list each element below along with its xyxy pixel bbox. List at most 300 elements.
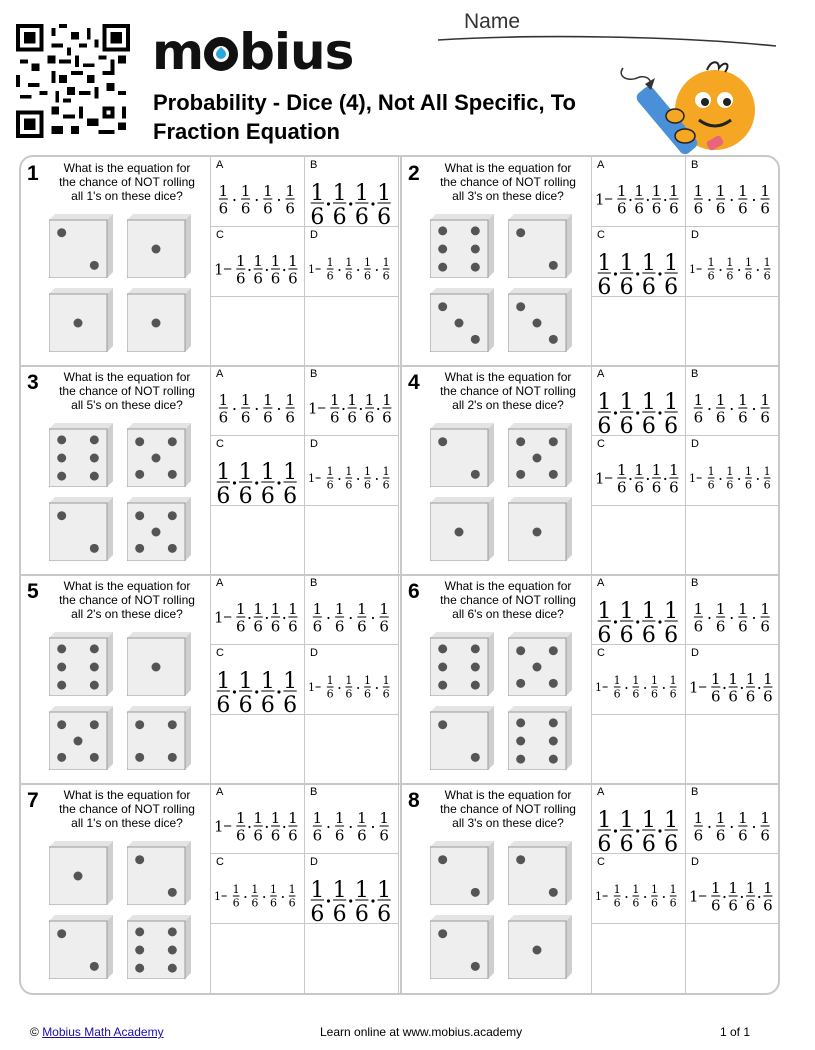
svg-text:6: 6 [357,617,367,636]
svg-text:6: 6 [619,622,634,645]
svg-text:6: 6 [634,478,644,497]
empty-cell [686,924,780,993]
svg-text:6: 6 [357,826,367,845]
answer-option-d[interactable] [686,227,780,297]
svg-text:1: 1 [595,190,605,209]
svg-text:1: 1 [689,678,699,697]
svg-text:1: 1 [283,460,298,485]
option-letter: C [597,647,605,659]
fraction-equation [211,366,305,436]
option-letter: D [691,647,699,659]
svg-text:1: 1 [253,600,263,618]
svg-text:6: 6 [693,826,704,845]
svg-text:1: 1 [669,883,677,896]
answer-option-b[interactable] [305,575,399,645]
svg-text:6: 6 [744,478,752,492]
answer-option-b[interactable] [686,784,780,854]
option-letter: B [691,368,699,380]
svg-text:1: 1 [332,181,347,206]
svg-text:6: 6 [760,199,770,218]
answer-option-c[interactable] [592,645,686,715]
mobius-logo: m bius [152,23,354,81]
svg-text:6: 6 [326,687,334,701]
svg-text:6: 6 [364,408,375,427]
svg-text:6: 6 [285,408,295,427]
svg-text:6: 6 [760,408,770,427]
die-icon [127,288,191,352]
svg-text:1: 1 [726,256,734,269]
option-letter: B [310,577,318,589]
question-panel [402,784,592,993]
svg-text:6: 6 [664,274,679,297]
empty-answer-row [211,506,400,575]
answer-option-b[interactable] [305,784,399,854]
svg-text:1: 1 [760,809,770,827]
svg-text:6: 6 [312,617,323,636]
svg-text:6: 6 [632,896,640,910]
svg-text:1: 1 [357,809,367,827]
fraction-equation [211,575,305,645]
svg-text:1: 1 [651,182,662,200]
option-letter: B [310,159,318,171]
option-letter: A [597,159,605,171]
answer-option-b[interactable] [686,366,780,436]
fraction-equation [592,436,686,506]
svg-text:1: 1 [763,465,771,478]
svg-text:1: 1 [744,465,752,478]
svg-text:1: 1 [632,883,640,896]
answer-option-a[interactable] [211,784,305,854]
option-letter: C [216,856,224,868]
svg-text:1: 1 [334,600,345,618]
problem-1 [21,157,400,366]
question-text: What is the equation for the chance of NOT rolling all 3's on these dice? [440,161,576,203]
svg-text:1: 1 [634,182,644,200]
answer-option-c[interactable] [211,227,305,297]
empty-answer-row [592,924,780,993]
svg-text:1: 1 [726,465,734,478]
svg-text:6: 6 [634,199,644,218]
die-icon [508,632,572,696]
empty-answer-row [592,715,780,784]
svg-text:1: 1 [715,809,726,827]
die-icon [508,497,572,561]
answer-option-d[interactable] [305,227,399,297]
svg-text:1: 1 [269,883,277,896]
answer-option-d[interactable] [305,436,399,506]
copyright-symbol: © [30,1025,39,1039]
die-icon [430,288,494,352]
problem-number: 6 [408,580,420,603]
option-letter: A [597,368,605,380]
svg-text:1: 1 [232,883,240,896]
fraction-equation [305,366,399,436]
option-letter: A [597,577,605,589]
svg-text:1: 1 [288,600,298,618]
svg-text:1: 1 [597,390,612,415]
die-icon [508,915,572,979]
svg-text:6: 6 [382,687,390,701]
empty-answer-row [211,297,400,366]
svg-text:1: 1 [715,600,726,618]
option-letter: C [216,438,224,450]
svg-text:1: 1 [669,461,679,479]
question-panel [402,575,592,784]
svg-text:6: 6 [382,408,392,427]
svg-text:1: 1 [357,600,367,618]
svg-text:1: 1 [738,182,748,200]
fraction-equation [686,227,780,297]
svg-text:1: 1 [364,391,375,409]
empty-cell [592,506,686,575]
svg-text:1: 1 [326,256,334,269]
svg-text:6: 6 [379,617,389,636]
svg-text:1: 1 [763,879,773,897]
svg-text:6: 6 [650,896,658,910]
svg-text:1: 1 [270,809,281,827]
svg-text:1: 1 [595,469,605,488]
die-icon [508,288,572,352]
svg-text:6: 6 [285,199,295,218]
svg-text:1: 1 [693,600,704,618]
answer-options [211,784,400,993]
answer-option-c[interactable] [211,645,305,715]
empty-cell [686,506,780,575]
svg-text:1: 1 [715,182,726,200]
svg-text:6: 6 [260,483,275,506]
option-letter: D [691,856,699,868]
svg-text:6: 6 [707,478,715,492]
svg-text:6: 6 [669,478,679,497]
svg-text:6: 6 [377,204,392,227]
option-letter: D [691,438,699,450]
svg-text:6: 6 [269,896,277,910]
svg-text:6: 6 [251,896,259,910]
answer-option-d[interactable] [686,645,780,715]
svg-text:6: 6 [738,199,748,218]
answer-options [211,157,400,366]
svg-text:6: 6 [726,269,734,283]
answer-option-d[interactable] [686,854,780,924]
svg-text:1: 1 [363,256,371,269]
svg-text:1: 1 [745,670,756,688]
svg-text:6: 6 [310,901,325,924]
option-letter: A [216,786,224,798]
academy-link[interactable]: Mobius Math Academy [42,1025,164,1039]
svg-text:6: 6 [382,478,390,492]
svg-text:1: 1 [595,889,602,903]
empty-cell [305,924,399,993]
question-panel [402,157,592,366]
empty-cell [211,297,305,366]
svg-text:6: 6 [760,617,770,636]
svg-text:6: 6 [354,204,369,227]
svg-text:6: 6 [238,692,253,715]
fraction-equation [211,784,305,854]
svg-text:1: 1 [308,471,315,485]
question-panel [21,575,211,784]
question-text: What is the equation for the chance of NOT rolling all 2's on these dice? [59,579,195,621]
problem-7 [21,784,400,993]
answer-option-c[interactable] [211,436,305,506]
answer-options [592,366,780,575]
svg-text:1: 1 [240,182,251,200]
svg-text:1: 1 [707,465,715,478]
answer-option-a[interactable] [592,157,686,227]
option-letter: B [691,159,699,171]
svg-text:6: 6 [632,687,640,701]
svg-text:6: 6 [363,478,371,492]
qr-code [16,24,130,138]
problem-6 [402,575,780,784]
option-letter: D [310,229,318,241]
svg-text:6: 6 [763,687,773,706]
fraction-equation [592,784,686,854]
answer-option-b[interactable] [686,157,780,227]
svg-text:1: 1 [312,809,323,827]
die-icon [508,706,572,770]
fraction-equation [305,854,399,924]
answer-options [211,366,400,575]
svg-text:1: 1 [253,252,263,270]
fraction-equation [686,366,780,436]
die-icon [430,915,494,979]
svg-text:1: 1 [382,391,392,409]
svg-text:6: 6 [693,408,704,427]
svg-text:6: 6 [597,831,612,854]
svg-text:6: 6 [270,617,281,636]
fraction-equation [592,575,686,645]
answer-option-b[interactable] [305,366,399,436]
die-icon [49,841,113,905]
svg-text:1: 1 [345,465,353,478]
mascot-icon [615,58,755,158]
svg-text:1: 1 [641,599,656,624]
svg-text:6: 6 [240,199,251,218]
svg-text:6: 6 [218,408,229,427]
svg-text:1: 1 [664,599,679,624]
svg-text:6: 6 [232,896,240,910]
svg-text:6: 6 [726,478,734,492]
svg-text:6: 6 [650,687,658,701]
svg-text:1: 1 [379,600,389,618]
svg-text:6: 6 [283,483,298,506]
answer-option-a[interactable] [211,575,305,645]
answer-options [592,157,780,366]
die-icon [49,915,113,979]
svg-text:6: 6 [669,896,677,910]
svg-text:6: 6 [347,408,357,427]
answer-options [592,575,780,784]
svg-text:1: 1 [214,817,224,836]
option-letter: A [597,786,605,798]
answer-option-c[interactable] [592,436,686,506]
logo-drop-icon [204,37,238,71]
empty-cell [686,715,780,784]
svg-text:6: 6 [345,478,353,492]
empty-cell [211,506,305,575]
fraction-equation [305,645,399,715]
svg-text:1: 1 [288,883,296,896]
svg-text:1: 1 [693,391,704,409]
option-letter: D [691,229,699,241]
svg-text:1: 1 [382,674,390,687]
fraction-equation [592,645,686,715]
svg-text:6: 6 [332,204,347,227]
svg-text:6: 6 [332,901,347,924]
answer-option-c[interactable] [211,854,305,924]
problem-5 [21,575,400,784]
question-text: What is the equation for the chance of NOT rolling all 1's on these dice? [59,161,195,203]
empty-cell [305,297,399,366]
question-text: What is the equation for the chance of NOT rolling all 3's on these dice? [440,788,576,830]
question-panel [21,784,211,993]
option-letter: C [597,229,605,241]
svg-text:1: 1 [216,669,231,694]
svg-text:1: 1 [613,883,621,896]
problem-number: 5 [27,580,39,603]
answer-option-d[interactable] [686,436,780,506]
svg-text:6: 6 [379,826,389,845]
name-label: Name [464,10,521,33]
problem-number: 1 [27,162,39,185]
problem-number: 7 [27,789,39,812]
svg-text:6: 6 [330,408,340,427]
empty-answer-row [211,715,400,784]
svg-text:6: 6 [283,692,298,715]
svg-text:1: 1 [312,600,323,618]
problem-number: 8 [408,789,420,812]
svg-text:6: 6 [715,408,726,427]
die-icon [49,632,113,696]
svg-text:6: 6 [270,269,281,288]
svg-text:1: 1 [326,465,334,478]
svg-text:6: 6 [707,269,715,283]
svg-text:1: 1 [240,391,251,409]
svg-text:1: 1 [263,391,273,409]
fraction-equation [211,645,305,715]
fraction-equation [305,227,399,297]
option-letter: C [597,856,605,868]
svg-text:1: 1 [669,182,679,200]
empty-cell [211,924,305,993]
svg-text:6: 6 [669,687,677,701]
svg-text:1: 1 [332,878,347,903]
svg-text:1: 1 [619,808,634,833]
svg-text:1: 1 [270,600,281,618]
svg-text:1: 1 [728,879,738,897]
answer-option-b[interactable] [686,575,780,645]
die-icon [127,214,191,278]
option-letter: B [691,577,699,589]
svg-text:1: 1 [760,391,770,409]
empty-answer-row [211,924,400,993]
svg-text:6: 6 [745,896,756,915]
svg-text:6: 6 [326,269,334,283]
answer-option-b[interactable] [305,157,399,227]
svg-text:6: 6 [288,896,296,910]
svg-text:1: 1 [214,608,224,627]
svg-text:1: 1 [689,471,696,485]
problem-4 [402,366,780,575]
svg-text:6: 6 [354,901,369,924]
problem-2 [402,157,780,366]
svg-text:1: 1 [253,809,263,827]
svg-text:1: 1 [363,465,371,478]
svg-text:6: 6 [597,413,612,436]
option-letter: D [310,438,318,450]
svg-text:1: 1 [738,600,748,618]
svg-text:1: 1 [382,465,390,478]
svg-text:1: 1 [326,674,334,687]
svg-text:6: 6 [715,826,726,845]
svg-text:1: 1 [334,809,345,827]
footer-copyright [30,1025,164,1039]
svg-text:1: 1 [236,809,246,827]
empty-answer-row [592,506,780,575]
svg-text:6: 6 [597,274,612,297]
answer-option-a[interactable] [211,157,305,227]
fraction-equation [305,436,399,506]
die-icon [127,915,191,979]
svg-text:6: 6 [763,896,773,915]
fraction-equation [686,436,780,506]
svg-text:1: 1 [669,674,677,687]
svg-text:1: 1 [260,669,275,694]
svg-text:1: 1 [238,460,253,485]
empty-cell [686,297,780,366]
svg-text:6: 6 [641,622,656,645]
die-icon [127,423,191,487]
answer-option-d[interactable] [305,645,399,715]
svg-text:1: 1 [236,600,246,618]
answer-option-a[interactable] [592,784,686,854]
empty-answer-row [592,297,780,366]
die-icon [49,423,113,487]
svg-text:6: 6 [312,826,323,845]
answer-option-a[interactable] [592,366,686,436]
answer-option-a[interactable] [592,575,686,645]
answer-option-d[interactable] [305,854,399,924]
svg-text:1: 1 [236,252,246,270]
svg-text:6: 6 [664,413,679,436]
svg-text:6: 6 [263,199,273,218]
die-icon [430,841,494,905]
svg-text:6: 6 [253,826,263,845]
svg-text:6: 6 [744,269,752,283]
svg-text:1: 1 [345,256,353,269]
svg-text:1: 1 [617,461,627,479]
svg-text:6: 6 [345,687,353,701]
svg-text:1: 1 [354,181,369,206]
svg-text:6: 6 [613,687,621,701]
svg-text:1: 1 [214,889,221,903]
answer-option-c[interactable] [592,227,686,297]
svg-text:1: 1 [715,391,726,409]
empty-cell [305,506,399,575]
option-letter: D [310,647,318,659]
svg-text:1: 1 [632,674,640,687]
svg-text:1: 1 [379,809,389,827]
svg-text:6: 6 [619,274,634,297]
svg-text:6: 6 [382,269,390,283]
answer-option-a[interactable] [211,366,305,436]
die-icon [508,423,572,487]
answer-option-c[interactable] [592,854,686,924]
option-letter: B [691,786,699,798]
svg-text:6: 6 [715,199,726,218]
die-icon [508,214,572,278]
